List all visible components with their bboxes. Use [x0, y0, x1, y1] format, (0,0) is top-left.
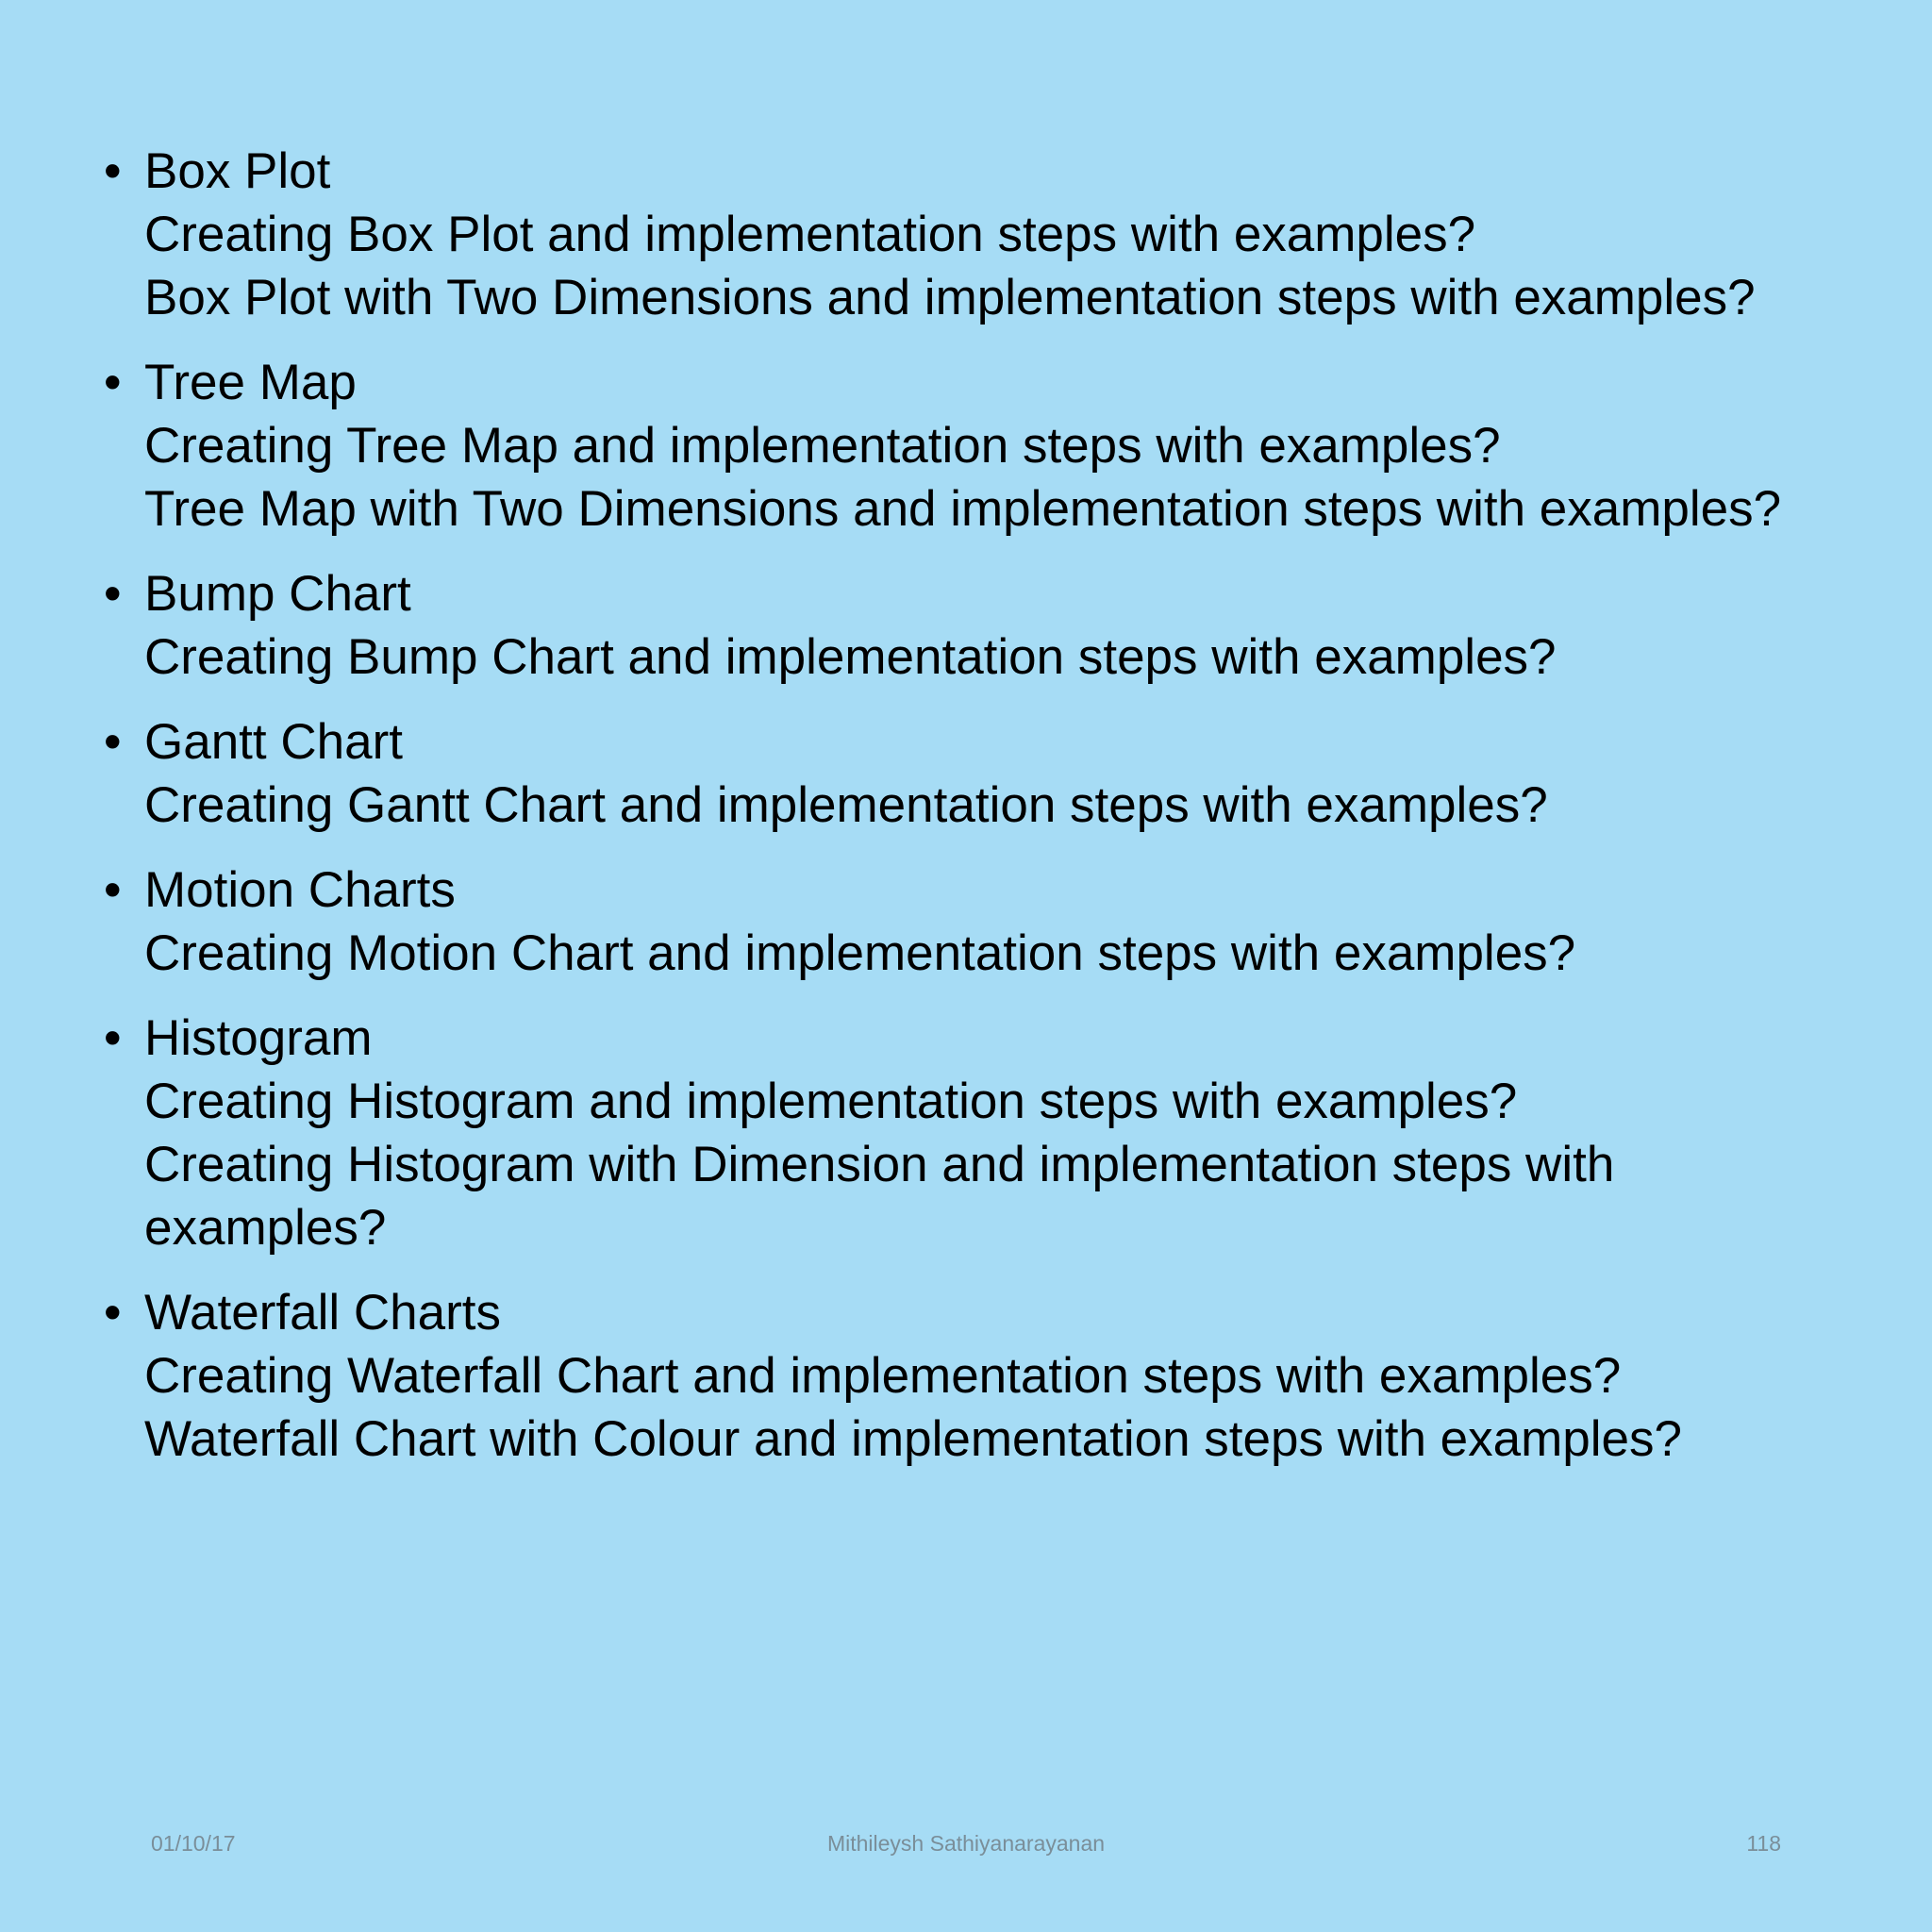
item-line: Waterfall Chart with Colour and implementation steps with examples?	[144, 1411, 1682, 1467]
bullet-dot: •	[104, 355, 122, 410]
item-line: Box Plot with Two Dimensions and implementation steps with examples?	[144, 270, 1756, 325]
item-line: Tree Map with Two Dimensions and implementation steps with examples?	[144, 481, 1782, 537]
list-item-bump-chart	[104, 562, 1821, 689]
item-title: Box Plot	[144, 143, 331, 199]
item-line: Creating Histogram with Dimension and implementation steps with examples?	[144, 1137, 1615, 1256]
list-item-gantt-chart	[104, 710, 1821, 837]
list-item-motion-charts	[104, 858, 1821, 985]
item-title: Motion Charts	[144, 862, 456, 918]
item-line: Creating Waterfall Chart and implementation steps with examples?	[144, 1348, 1622, 1404]
list-item-tree-map	[104, 351, 1821, 541]
item-line: Creating Tree Map and implementation steps with examples?	[144, 418, 1501, 474]
bullet-dot: •	[104, 862, 122, 918]
item-line: Creating Gantt Chart and implementation steps with examples?	[144, 777, 1548, 833]
bullet-dot: •	[104, 143, 122, 199]
item-title: Waterfall Charts	[144, 1285, 501, 1341]
footer-page-number: 118	[1746, 1831, 1781, 1856]
bullet-dot: •	[104, 714, 122, 770]
bullet-dot: •	[104, 1010, 122, 1066]
item-title: Tree Map	[144, 355, 357, 410]
list-item-waterfall-charts	[104, 1281, 1821, 1471]
item-line: Creating Histogram and implementation steps with examples?	[144, 1074, 1518, 1129]
bullet-dot: •	[104, 1285, 122, 1341]
item-line: Creating Motion Chart and implementation steps with examples?	[144, 925, 1576, 981]
footer-author: Mithileysh Sathiyanarayanan	[826, 1831, 1106, 1856]
item-title: Gantt Chart	[144, 714, 403, 770]
list-item-histogram	[104, 1007, 1821, 1259]
item-line: Creating Bump Chart and implementation steps with examples?	[144, 629, 1557, 685]
item-line: Creating Box Plot and implementation steps with examples?	[144, 207, 1476, 262]
list-item-box-plot	[104, 140, 1821, 329]
item-title: Bump Chart	[144, 566, 411, 622]
footer-date: 01/10/17	[151, 1831, 236, 1856]
bullet-list	[104, 140, 1821, 1492]
bullet-dot: •	[104, 566, 122, 622]
item-title: Histogram	[144, 1010, 373, 1066]
